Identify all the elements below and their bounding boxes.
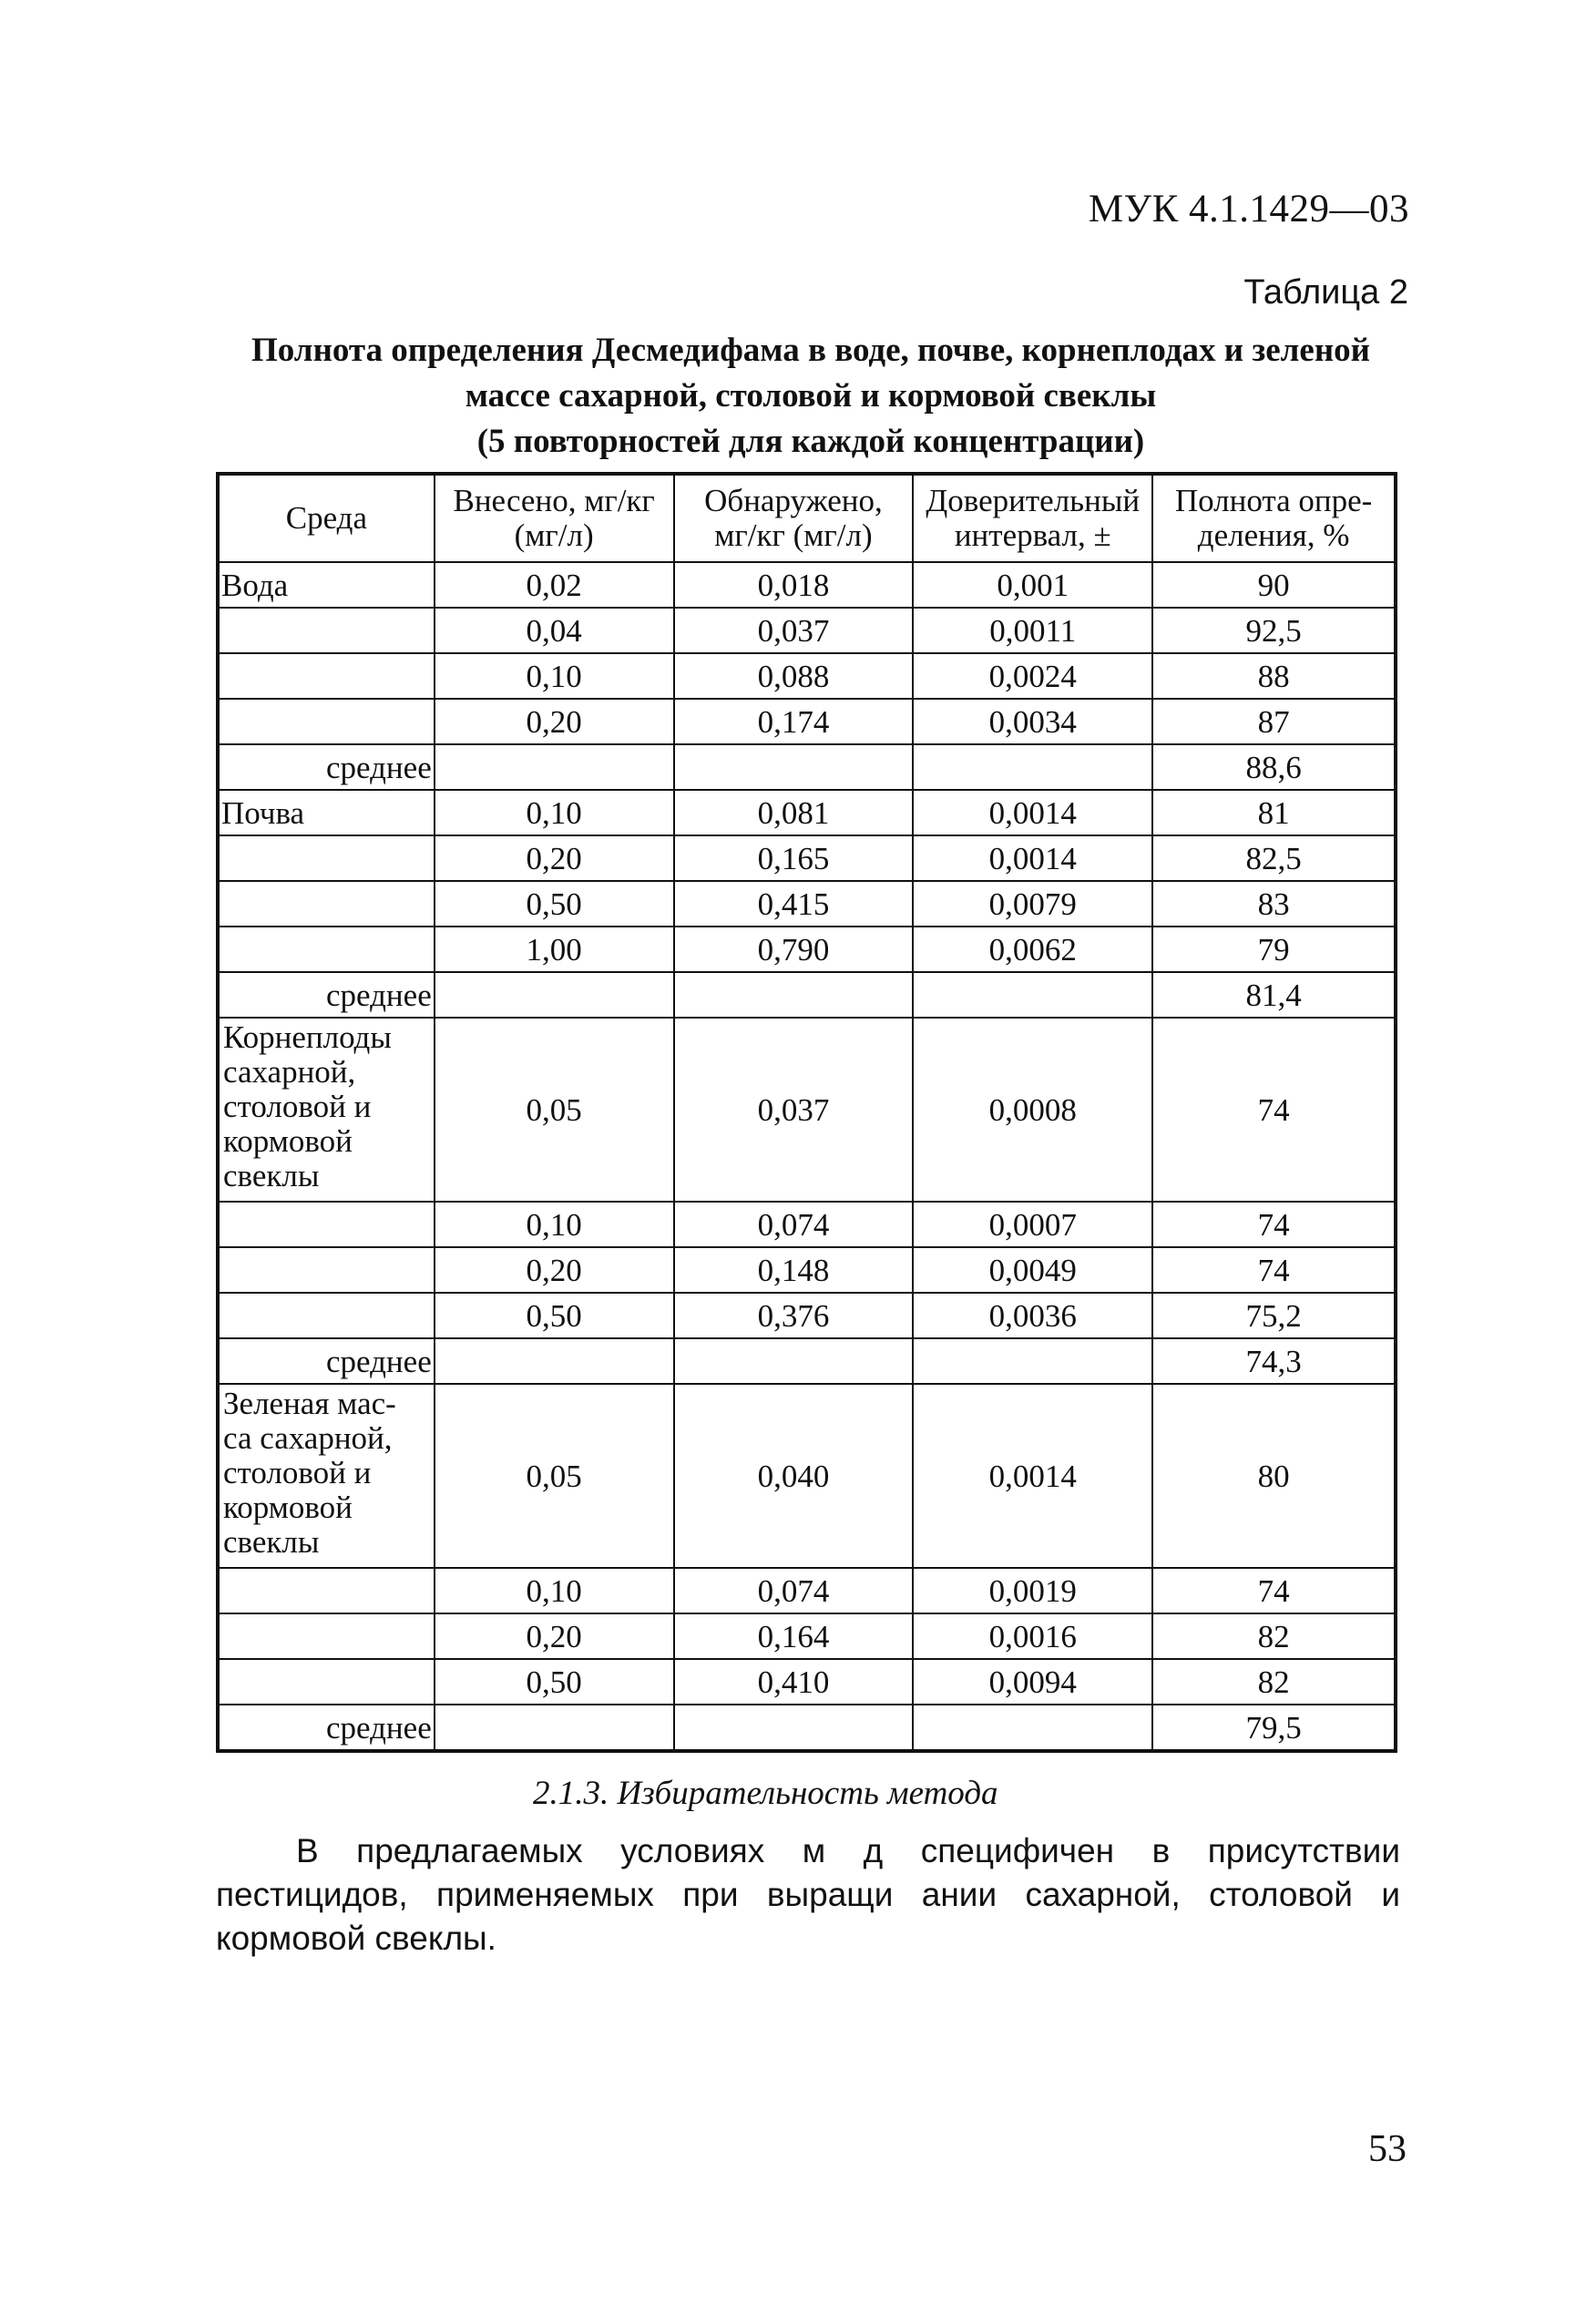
table-label: Таблица 2 xyxy=(1243,273,1408,312)
interval-cell: 0,0024 xyxy=(913,653,1152,699)
table-row xyxy=(218,1613,1396,1659)
interval-cell: 0,0079 xyxy=(913,881,1152,927)
medium-line: са сахарной, xyxy=(223,1420,393,1456)
found-cell: 0,074 xyxy=(674,1568,914,1613)
medium-cell xyxy=(218,699,435,744)
found-cell: 0,148 xyxy=(674,1247,914,1293)
table-row xyxy=(218,790,1396,835)
interval-cell: 0,0049 xyxy=(913,1247,1152,1293)
added-cell: 0,50 xyxy=(435,1659,674,1705)
table-row xyxy=(218,1293,1396,1338)
medium-cell xyxy=(218,1384,435,1568)
average-label: среднее xyxy=(218,972,435,1018)
completeness-cell: 92,5 xyxy=(1152,608,1396,653)
medium-line: кормовой xyxy=(223,1490,353,1525)
table-row xyxy=(218,608,1396,653)
table-row xyxy=(218,1384,1396,1568)
added-cell: 0,05 xyxy=(435,1384,674,1568)
average-row xyxy=(218,1705,1396,1751)
table-header-row xyxy=(218,474,1396,562)
table-row xyxy=(218,1018,1396,1202)
average-label: среднее xyxy=(218,1338,435,1384)
added-cell xyxy=(435,1338,674,1384)
interval-cell: 0,0094 xyxy=(913,1659,1152,1705)
added-cell xyxy=(435,744,674,790)
interval-cell: 0,0007 xyxy=(913,1202,1152,1247)
found-cell xyxy=(674,744,914,790)
document-code: МУК 4.1.1429—03 xyxy=(1088,188,1409,230)
table-row xyxy=(218,835,1396,881)
medium-cell xyxy=(218,1018,435,1202)
completeness-cell: 75,2 xyxy=(1152,1293,1396,1338)
completeness-cell: 88 xyxy=(1152,653,1396,699)
interval-cell: 0,0008 xyxy=(913,1018,1152,1202)
table-row xyxy=(218,927,1396,972)
completeness-cell: 90 xyxy=(1152,562,1396,608)
interval-cell: 0,0011 xyxy=(913,608,1152,653)
interval-cell: 0,001 xyxy=(913,562,1152,608)
interval-cell xyxy=(913,1705,1152,1751)
header-added-line1: Внесено, мг/кг xyxy=(453,483,655,518)
table-title xyxy=(219,328,1403,465)
table-row xyxy=(218,1247,1396,1293)
added-cell: 1,00 xyxy=(435,927,674,972)
found-cell: 0,790 xyxy=(674,927,914,972)
found-cell: 0,040 xyxy=(674,1384,914,1568)
completeness-cell: 80 xyxy=(1152,1384,1396,1568)
header-found-line1: Обнаружено, xyxy=(704,483,883,518)
added-cell: 0,02 xyxy=(435,562,674,608)
table-title-line: Полнота определения Десмедифама в воде, почве, корнеплодах и зеленой xyxy=(251,332,1370,369)
interval-cell: 0,0014 xyxy=(913,790,1152,835)
added-cell: 0,05 xyxy=(435,1018,674,1202)
header-added xyxy=(435,474,674,562)
average-row xyxy=(218,1338,1396,1384)
completeness-cell: 74 xyxy=(1152,1202,1396,1247)
completeness-cell: 74 xyxy=(1152,1018,1396,1202)
medium-line: сахарной, xyxy=(223,1054,356,1090)
interval-cell: 0,0062 xyxy=(913,927,1152,972)
header-added-line2: (мг/л) xyxy=(514,517,594,553)
average-row xyxy=(218,972,1396,1018)
medium-line: столовой и xyxy=(223,1455,372,1490)
interval-cell xyxy=(913,1338,1152,1384)
found-cell: 0,174 xyxy=(674,699,914,744)
interval-cell: 0,0014 xyxy=(913,1384,1152,1568)
header-interval-line1: Доверительный xyxy=(926,483,1141,518)
found-cell xyxy=(674,1338,914,1384)
found-cell: 0,410 xyxy=(674,1659,914,1705)
added-cell: 0,20 xyxy=(435,1613,674,1659)
medium-cell xyxy=(218,835,435,881)
found-cell: 0,088 xyxy=(674,653,914,699)
header-interval xyxy=(913,474,1152,562)
interval-cell xyxy=(913,744,1152,790)
interval-cell: 0,0016 xyxy=(913,1613,1152,1659)
subsection-title: 2.1.3. Избирательность метода xyxy=(533,1775,998,1812)
added-cell xyxy=(435,972,674,1018)
header-completeness-line1: Полнота опре- xyxy=(1174,483,1373,518)
completeness-cell: 79 xyxy=(1152,927,1396,972)
table-title-line: массе сахарной, столовой и кормовой свеклы xyxy=(465,377,1157,415)
table-title-line: (5 повторностей для каждой концентрации) xyxy=(476,423,1145,460)
found-cell: 0,037 xyxy=(674,1018,914,1202)
average-row xyxy=(218,744,1396,790)
interval-cell: 0,0014 xyxy=(913,835,1152,881)
interval-cell: 0,0034 xyxy=(913,699,1152,744)
completeness-cell: 82 xyxy=(1152,1659,1396,1705)
found-cell: 0,081 xyxy=(674,790,914,835)
completeness-cell: 81 xyxy=(1152,790,1396,835)
table-row xyxy=(218,653,1396,699)
header-found-line2: мг/кг (мг/л) xyxy=(714,517,873,553)
medium-cell xyxy=(218,1247,435,1293)
medium-line: Зеленая мас- xyxy=(223,1386,396,1421)
table-row xyxy=(218,699,1396,744)
added-cell: 0,10 xyxy=(435,1202,674,1247)
average-value: 88,6 xyxy=(1152,744,1396,790)
interval-cell: 0,0036 xyxy=(913,1293,1152,1338)
medium-cell xyxy=(218,1293,435,1338)
added-cell: 0,50 xyxy=(435,1293,674,1338)
interval-cell xyxy=(913,972,1152,1018)
average-label: среднее xyxy=(218,744,435,790)
found-cell: 0,037 xyxy=(674,608,914,653)
added-cell: 0,50 xyxy=(435,881,674,927)
table-row xyxy=(218,1568,1396,1613)
found-cell: 0,164 xyxy=(674,1613,914,1659)
medium-cell xyxy=(218,927,435,972)
completeness-cell: 82,5 xyxy=(1152,835,1396,881)
medium-cell xyxy=(218,1659,435,1705)
completeness-cell: 83 xyxy=(1152,881,1396,927)
recovery-table-container xyxy=(216,472,1397,1753)
header-interval-line2: интервал, ± xyxy=(954,517,1111,553)
medium-cell: Вода xyxy=(218,562,435,608)
medium-cell xyxy=(218,881,435,927)
page-number: 53 xyxy=(1368,2128,1407,2170)
completeness-cell: 87 xyxy=(1152,699,1396,744)
average-value: 74,3 xyxy=(1152,1338,1396,1384)
completeness-cell: 74 xyxy=(1152,1247,1396,1293)
added-cell xyxy=(435,1705,674,1751)
medium-cell xyxy=(218,1202,435,1247)
body-paragraph: В предлагаемых условиях м д специфичен в присутствии пестицидов, применяемых при выращи ании сахарной, столовой и кормовой свеклы. xyxy=(216,1832,1400,1957)
added-cell: 0,10 xyxy=(435,790,674,835)
found-cell: 0,018 xyxy=(674,562,914,608)
completeness-cell: 74 xyxy=(1152,1568,1396,1613)
medium-line: Корнеплоды xyxy=(223,1019,392,1055)
average-value: 79,5 xyxy=(1152,1705,1396,1751)
medium-cell xyxy=(218,1613,435,1659)
interval-cell: 0,0019 xyxy=(913,1568,1152,1613)
added-cell: 0,20 xyxy=(435,1247,674,1293)
completeness-cell: 82 xyxy=(1152,1613,1396,1659)
medium-line: столовой и xyxy=(223,1089,372,1124)
added-cell: 0,10 xyxy=(435,653,674,699)
table-row xyxy=(218,1202,1396,1247)
recovery-table xyxy=(216,472,1397,1753)
medium-cell xyxy=(218,1568,435,1613)
header-medium-text: Среда xyxy=(285,500,367,536)
medium-cell xyxy=(218,653,435,699)
found-cell: 0,415 xyxy=(674,881,914,927)
found-cell xyxy=(674,972,914,1018)
header-completeness xyxy=(1152,474,1396,562)
average-value: 81,4 xyxy=(1152,972,1396,1018)
added-cell: 0,20 xyxy=(435,699,674,744)
found-cell xyxy=(674,1705,914,1751)
table-row xyxy=(218,881,1396,927)
table-row xyxy=(218,562,1396,608)
added-cell: 0,04 xyxy=(435,608,674,653)
found-cell: 0,165 xyxy=(674,835,914,881)
added-cell: 0,10 xyxy=(435,1568,674,1613)
average-label: среднее xyxy=(218,1705,435,1751)
table-row xyxy=(218,1659,1396,1705)
medium-line: свеклы xyxy=(223,1524,320,1560)
medium-line: кормовой xyxy=(223,1123,353,1159)
medium-line: свеклы xyxy=(223,1158,320,1193)
medium-cell: Почва xyxy=(218,790,435,835)
found-cell: 0,376 xyxy=(674,1293,914,1338)
header-medium xyxy=(218,474,435,562)
header-found xyxy=(674,474,914,562)
medium-cell xyxy=(218,608,435,653)
added-cell: 0,20 xyxy=(435,835,674,881)
header-completeness-line2: деления, % xyxy=(1197,517,1350,553)
found-cell: 0,074 xyxy=(674,1202,914,1247)
